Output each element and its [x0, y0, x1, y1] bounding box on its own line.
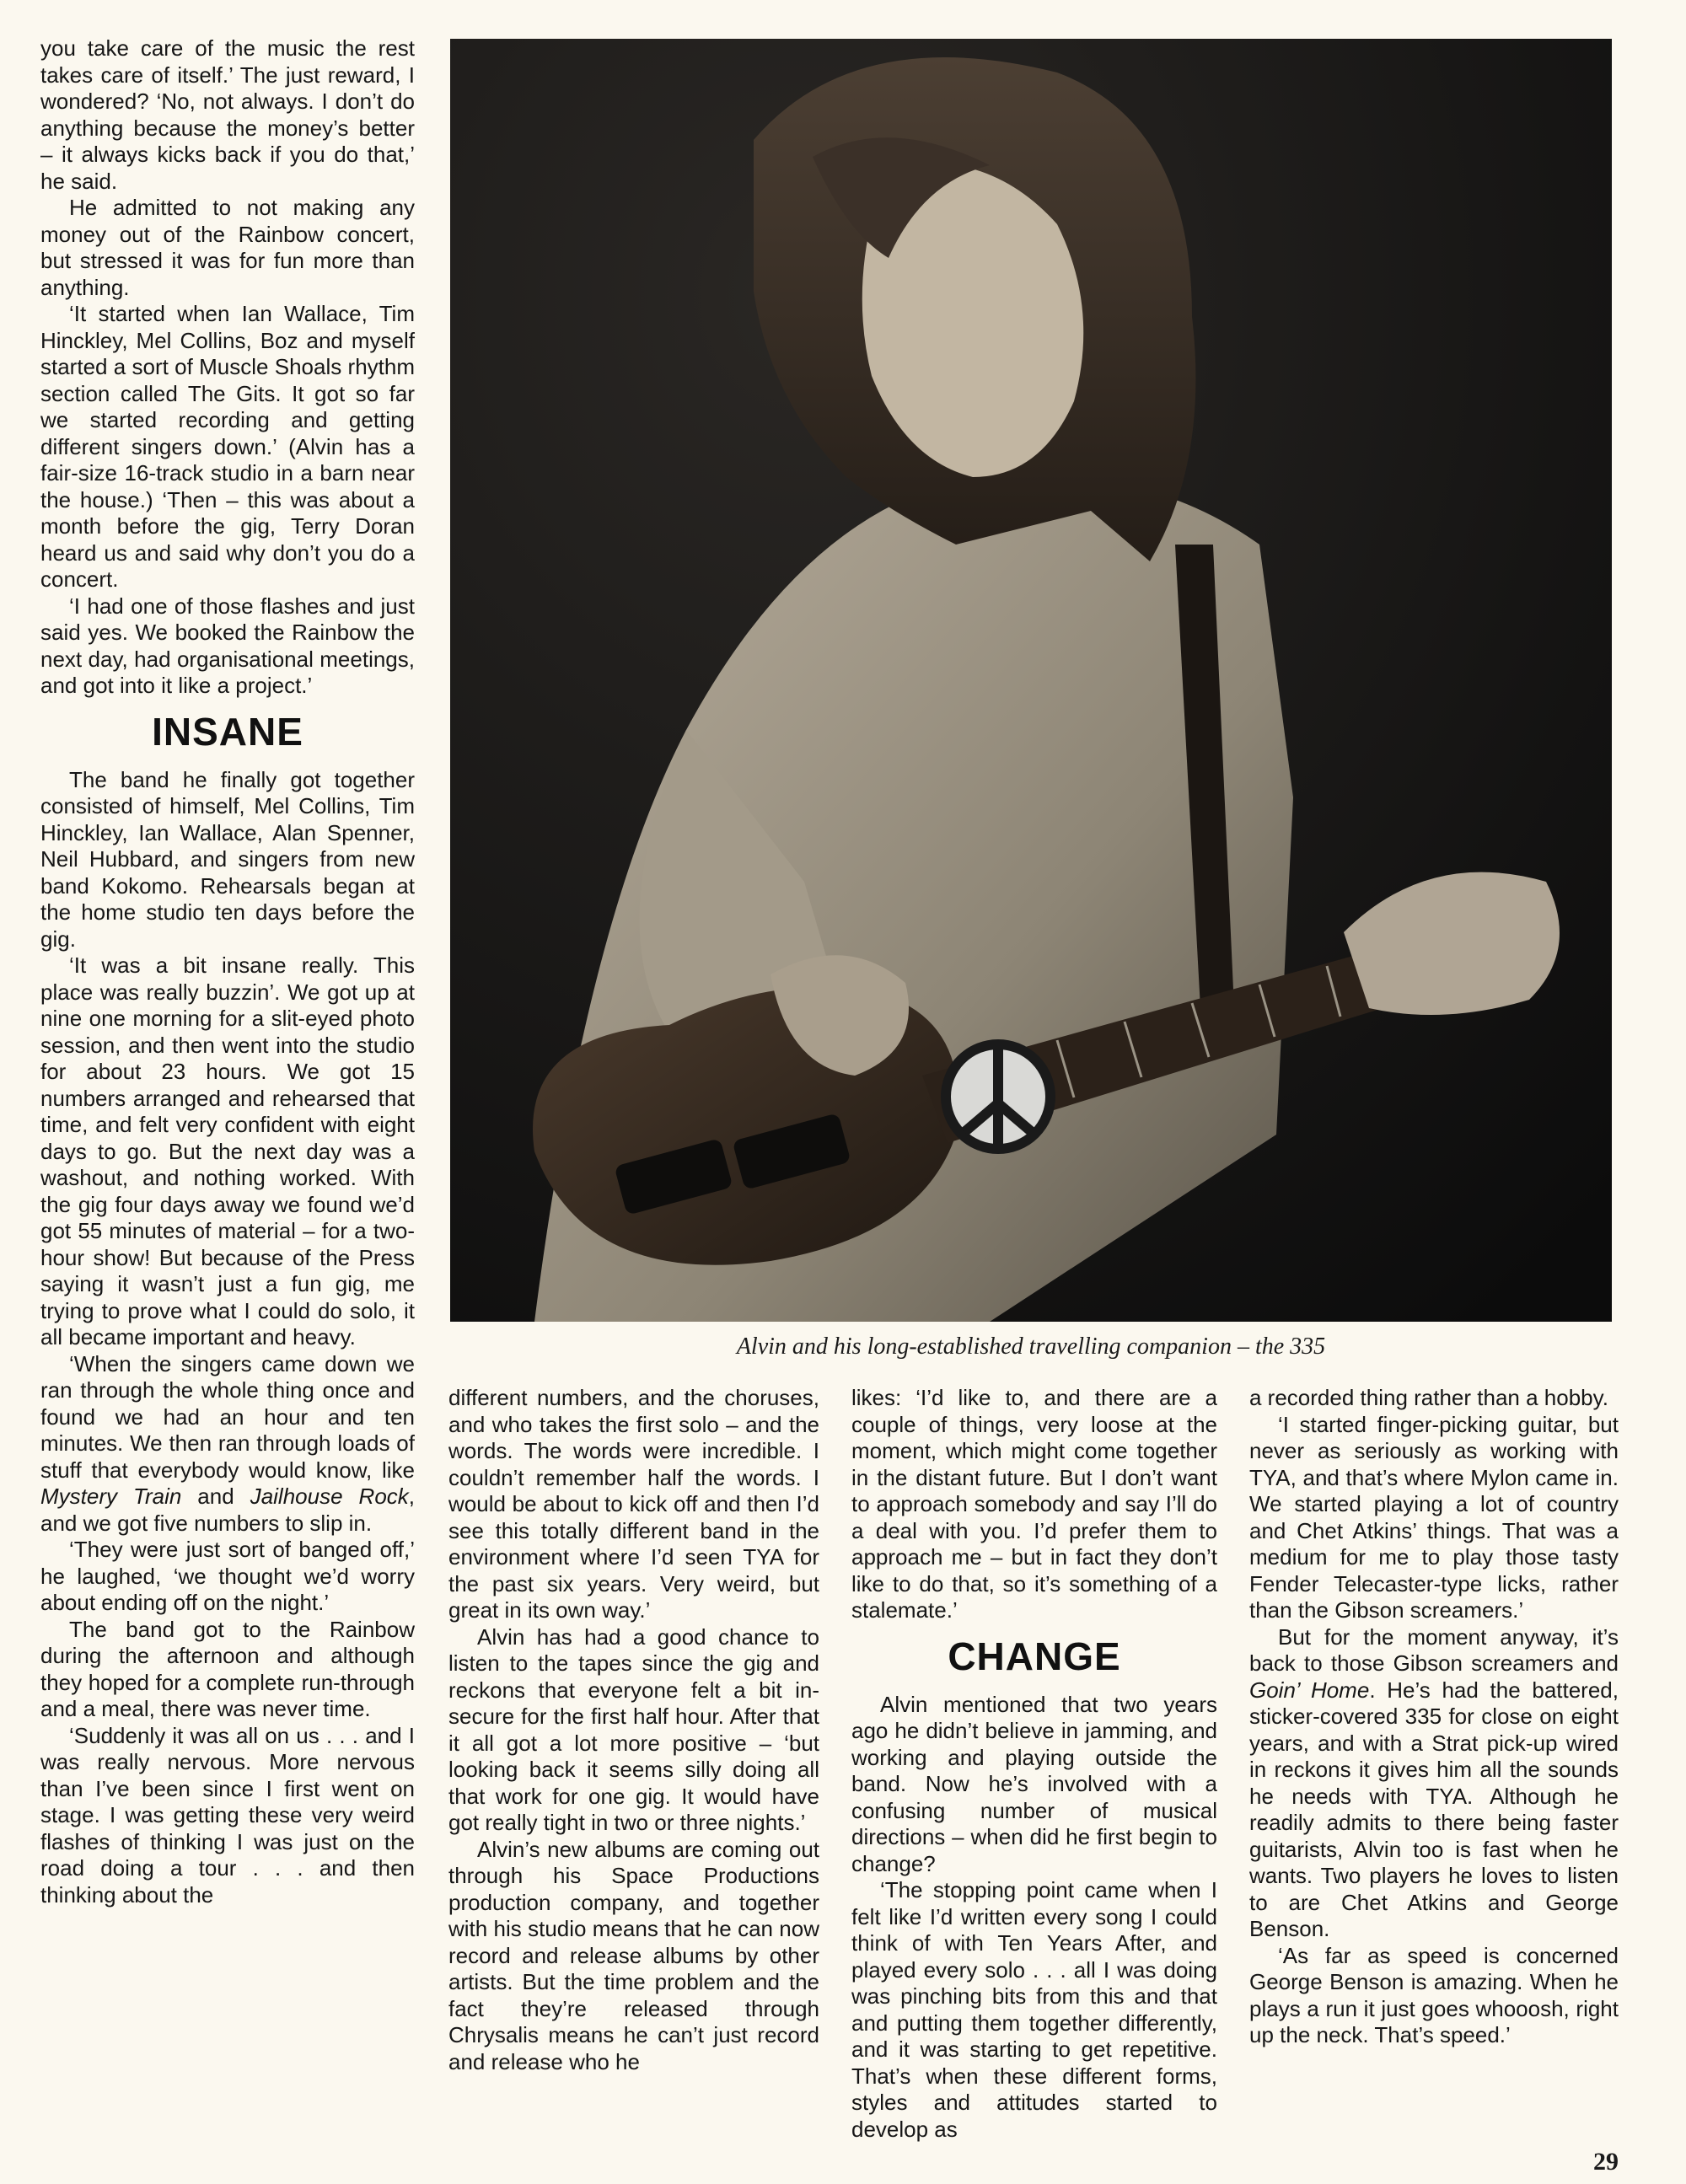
paragraph: ‘As far as speed is concerned George Benson is amazing. When he plays a run it just goes whooosh, right up the neck. That’s speed.’ [1249, 1942, 1619, 2047]
paragraph: ‘They were just sort of banged off,’ he laughed, ‘we thought we’d worry about ending off on the night.’ [40, 1537, 415, 1615]
page-number: 29 [1593, 2148, 1619, 2176]
paragraph: He admitted to not making any money out of the Rainbow concert, but stressed it was for fun more than anything. [40, 195, 415, 300]
paragraph: ‘Suddenly it was all on us . . . and I was really nervous. More nervous than I’ve been since I first went on stage. I was getting these very weird flashes of thinking I was just on the road doing a tour . . . and then thinking about the [40, 1722, 415, 1908]
section-heading-change: CHANGE [948, 1634, 1121, 1678]
paragraph [1249, 1624, 1619, 1943]
paragraph: ‘It started when Ian Wallace, Tim Hinckley, Mel Collins, Boz and myself started a sort of Muscle Shoals rhythm section called The Gits. It got so far we started recording and getting different singers down.’ (Alvin has a fair-size 16-track studio in a barn near the house.) ‘Then – this was about a month before the gig, Terry Doran heard us and said why don’t you do a concert. [40, 301, 415, 592]
paragraph: The band got to the Rainbow during the afternoon and although they hoped for a complete run-through and a meal, there was never time. [40, 1616, 415, 1721]
paragraph: Alvin has had a good chance to listen to the tapes since the gig and reckons that everyone felt a bit insecure for the first half hour. After that it all got a lot more positive – ‘but looking back it seems silly doing all that work for one gig. It would have got really tight in two or three nights.’ [448, 1623, 819, 1835]
article-column-1 [40, 35, 415, 1908]
paragraph: a recorded thing rather than a hobby. [1249, 1385, 1608, 1410]
paragraph: you take care of the music the rest takes care of itself.’ The just reward, I wondered? ‘No, not always. I don’t do anything because the money’s better – it always kicks back if you do that,’ he said. [40, 35, 415, 194]
paragraph: The band he finally got together consisted of himself, Mel Collins, Tim Hinckley, Ian Wallace, Alan Spenner, Neil Hubbard, and singers from new band Kokomo. Rehearsals began at the home studio ten days before the gig. [40, 766, 415, 952]
paragraph [40, 1351, 415, 1537]
guitarist-photo [450, 39, 1612, 1322]
paragraph: ‘It was a bit insane really. This place was really buzzin’. We got up at nine one morning for a slit-eyed photo session, and then went into the studio for about 23 hours. We got 15 numbers arranged and rehearsed that time, and felt very confident with eight days to go. But the next day was a washout, and nothing worked. With the gig four days away we found we’d got 55 minutes of material – for a two-hour show! But because of the Press saying it wasn’t just a fun gig, me trying to prove what I could do solo, it all became important and heavy. [40, 952, 415, 1350]
article-column-3 [851, 1385, 1217, 2143]
article-column-2 [448, 1385, 819, 2075]
paragraph: Alvin’s new albums are coming out through his Space Productions production company, and together with his studio means that he can now record and release albums by other artists. But the time problem and the fact they’re released through Chrysalis means he can’t just record and release who he [448, 1836, 819, 2074]
text-run: But for the moment anyway, it’s back to those Gibson screamers and [1249, 1623, 1619, 1676]
paragraph: likes: ‘I’d like to, and there are a couple of things, very loose at the moment, which might come together in the distant future. But I don’t want to approach somebody and say I’ll do a deal with you. I’d prefer them to approach me – but in fact they don’t like to do that, so it’s something of a stalemate.’ [851, 1385, 1217, 1623]
article-column-4 [1249, 1385, 1619, 2049]
section-heading-insane: INSANE [152, 709, 303, 754]
text-run: , and we got five numbers to slip in. [40, 1484, 416, 1536]
paragraph: Alvin mentioned that two years ago he didn’t believe in jamming, and working and playing outside the band. Now he’s involved with a confusing number of musical directions – when did he first begin to change? [851, 1691, 1217, 1876]
text-run: ‘When the singers came down we ran through the whole thing once and found we had an hour and ten minutes. We then ran through loads of stuff that everybody would know, like [40, 1350, 415, 1483]
song-title: Goin’ Home [1249, 1677, 1370, 1703]
paragraph: ‘I started finger-picking guitar, but never as seriously as working with TYA, and that’s where Mylon came in. We started playing a lot of country and Chet Atkins’ things. That was a medium for me to play those tasty Fender Telecaster-type licks, rather than the Gibson screamers.’ [1249, 1411, 1619, 1623]
song-title: Mystery Train [40, 1484, 182, 1509]
text-run: and [181, 1484, 250, 1509]
text-run: . He’s had the battered, sticker-covered 335 for close on eight years, and with a Strat pick-up wired in reckons it gives him all the sounds he needs with TYA. Although he readily admits to there being faster guitarists, Alvin too is fast when he wants. Two players he loves to listen to are Chet Atkins and George Benson. [1249, 1677, 1619, 1941]
paragraph: different numbers, and the choruses, and who takes the first solo – and the words. The words were incredible. I couldn’t remember half the words. I would be about to kick off and then I’d see this totally different band in the environment where I’d seen TYA for the past six years. Very weird, but great in its own way.’ [448, 1385, 819, 1623]
paragraph: ‘The stopping point came when I felt like I’d written every song I could think of with Ten Years After, and played every solo . . . all I was doing was pinching bits from this and that and putting them together differently, and it was starting to get repetitive. That’s when these different forms, styles and attitudes started to develop as [851, 1877, 1217, 2142]
song-title: Jailhouse Rock [250, 1484, 409, 1509]
paragraph: ‘I had one of those flashes and just said yes. We booked the Rainbow the next day, had organisational meetings, and got into it like a project.’ [40, 593, 415, 698]
photo-caption: Alvin and his long-established travelling companion – the 335 [736, 1333, 1326, 1360]
